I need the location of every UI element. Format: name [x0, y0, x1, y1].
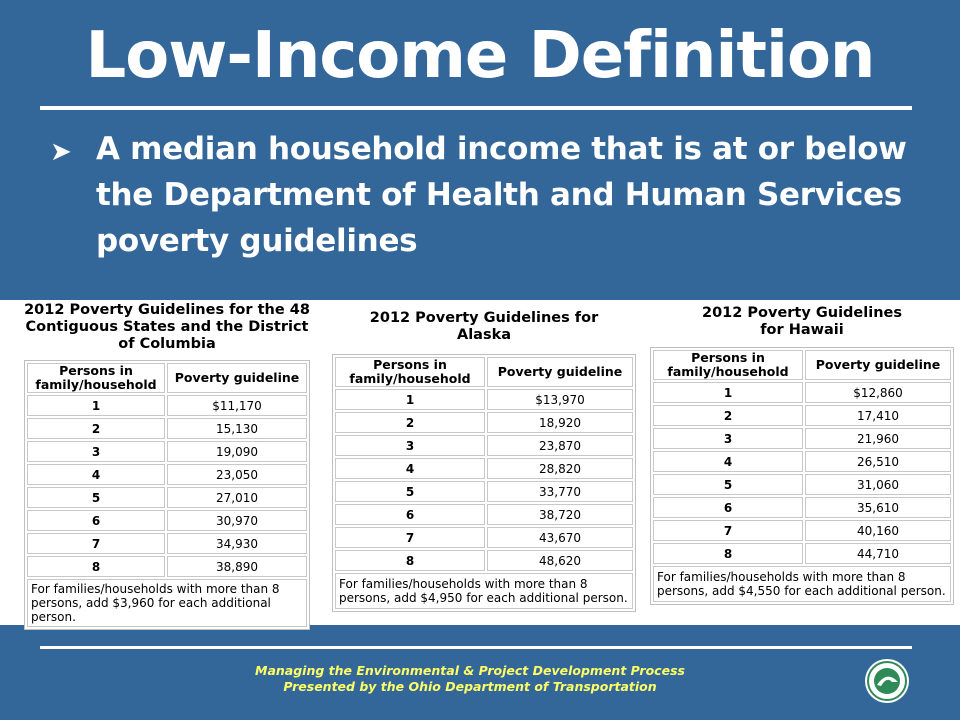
slide-title: Low-Income Definition — [85, 19, 875, 93]
table-note: For families/households with more than 8 persons, add $4,550 for each additional person. — [653, 566, 951, 602]
persons-cell: 8 — [335, 550, 485, 571]
persons-cell: 8 — [27, 556, 165, 577]
footer-text — [160, 663, 780, 695]
guideline-cell: 18,920 — [487, 412, 633, 433]
footer-divider — [40, 646, 912, 649]
table-row — [335, 504, 633, 525]
table-row — [27, 395, 307, 416]
table-row — [335, 435, 633, 456]
guideline-cell: 34,930 — [167, 533, 307, 554]
guideline-cell: 19,090 — [167, 441, 307, 462]
table-row — [653, 428, 951, 449]
table-panel-hawaii — [650, 305, 954, 605]
persons-cell: 5 — [653, 474, 803, 495]
table-row — [27, 418, 307, 439]
persons-cell: 2 — [27, 418, 165, 439]
persons-cell: 3 — [653, 428, 803, 449]
persons-cell: 7 — [335, 527, 485, 548]
guideline-cell: 31,060 — [805, 474, 951, 495]
guideline-cell: 48,620 — [487, 550, 633, 571]
poverty-table — [650, 347, 954, 605]
table-title: 2012 Poverty Guidelines for Hawaii — [702, 305, 902, 338]
table-row — [335, 527, 633, 548]
persons-cell: 1 — [653, 382, 803, 403]
guideline-cell: 23,050 — [167, 464, 307, 485]
footer-line-2: Presented by the Ohio Department of Transportation — [283, 679, 657, 694]
table-row — [27, 510, 307, 531]
table-row — [335, 412, 633, 433]
header-guideline: Poverty guideline — [487, 357, 633, 387]
persons-cell: 3 — [335, 435, 485, 456]
header-persons: Persons in family/household — [27, 363, 165, 393]
table-row — [653, 520, 951, 541]
table-row — [27, 464, 307, 485]
table-row — [653, 405, 951, 426]
guideline-cell: 38,720 — [487, 504, 633, 525]
persons-cell: 6 — [27, 510, 165, 531]
table-title: 2012 Poverty Guidelines for Alaska — [369, 310, 599, 343]
table-row — [27, 556, 307, 577]
persons-cell: 4 — [27, 464, 165, 485]
table-row — [653, 382, 951, 403]
table-row — [653, 497, 951, 518]
persons-cell: 6 — [335, 504, 485, 525]
guideline-cell: 26,510 — [805, 451, 951, 472]
persons-cell: 5 — [27, 487, 165, 508]
persons-cell: 1 — [27, 395, 165, 416]
table-row — [27, 533, 307, 554]
persons-cell: 3 — [27, 441, 165, 462]
persons-cell: 4 — [653, 451, 803, 472]
guideline-cell: $12,860 — [805, 382, 951, 403]
guideline-cell: 30,970 — [167, 510, 307, 531]
table-row — [335, 550, 633, 571]
guideline-cell: 27,010 — [167, 487, 307, 508]
odot-seal-logo — [864, 658, 910, 704]
table-note: For families/households with more than 8 persons, add $4,950 for each additional person. — [335, 573, 633, 609]
arrowhead-bullet-icon: ➤ — [50, 137, 72, 167]
guideline-cell: 17,410 — [805, 405, 951, 426]
table-panel-contiguous — [24, 302, 310, 630]
persons-cell: 2 — [335, 412, 485, 433]
guideline-cell: 33,770 — [487, 481, 633, 502]
table-row — [27, 441, 307, 462]
persons-cell: 5 — [335, 481, 485, 502]
table-row — [653, 451, 951, 472]
persons-cell: 1 — [335, 389, 485, 410]
poverty-table — [332, 354, 636, 612]
title-divider — [40, 106, 912, 110]
guideline-cell: $11,170 — [167, 395, 307, 416]
header-guideline: Poverty guideline — [167, 363, 307, 393]
table-row — [653, 543, 951, 564]
persons-cell: 7 — [653, 520, 803, 541]
guideline-cell: 21,960 — [805, 428, 951, 449]
guideline-cell: 40,160 — [805, 520, 951, 541]
footer-line-1: Managing the Environmental & Project Development Process — [255, 663, 685, 678]
guideline-cell: 35,610 — [805, 497, 951, 518]
guideline-cell: 43,670 — [487, 527, 633, 548]
poverty-table — [24, 360, 310, 630]
table-note: For families/households with more than 8 persons, add $3,960 for each additional person. — [27, 579, 307, 627]
header-guideline: Poverty guideline — [805, 350, 951, 380]
table-title: 2012 Poverty Guidelines for the 48 Contiguous States and the District of Columbia — [24, 302, 310, 352]
guideline-cell: 15,130 — [167, 418, 307, 439]
persons-cell: 2 — [653, 405, 803, 426]
bullet-item — [50, 126, 950, 264]
table-row — [335, 458, 633, 479]
guideline-cell: 28,820 — [487, 458, 633, 479]
table-panel-alaska — [332, 310, 636, 612]
table-row — [335, 389, 633, 410]
persons-cell: 6 — [653, 497, 803, 518]
table-row — [653, 474, 951, 495]
persons-cell: 4 — [335, 458, 485, 479]
header-persons: Persons in family/household — [335, 357, 485, 387]
guideline-cell: 38,890 — [167, 556, 307, 577]
guideline-cell: 23,870 — [487, 435, 633, 456]
persons-cell: 7 — [27, 533, 165, 554]
table-row — [335, 481, 633, 502]
header-persons: Persons in family/household — [653, 350, 803, 380]
table-row — [27, 487, 307, 508]
persons-cell: 8 — [653, 543, 803, 564]
guideline-cell: $13,970 — [487, 389, 633, 410]
guideline-cell: 44,710 — [805, 543, 951, 564]
bullet-text: A median household income that is at or below the Department of Health and Human Services poverty guidelines — [96, 131, 907, 259]
